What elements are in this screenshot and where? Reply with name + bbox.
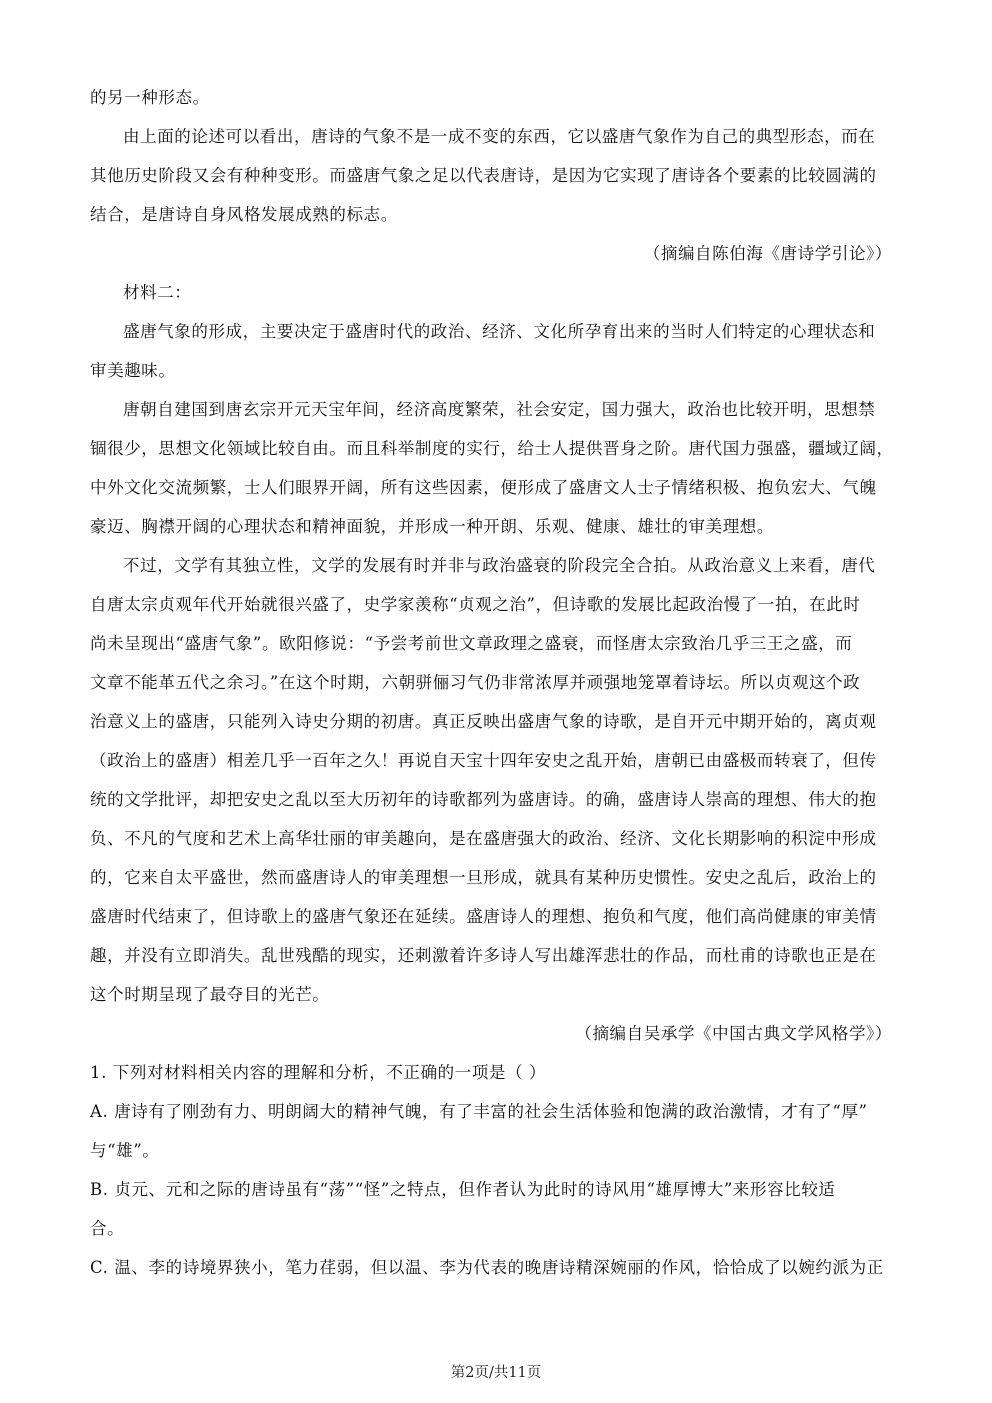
page-footer xyxy=(0,1361,992,1382)
text-line: 尚未呈现出“盛唐气象”。欧阳修说：“予尝考前世文章政理之盛衰，而怪唐太宗致治几乎三王之盛，而 xyxy=(90,634,853,653)
text-line: 盛唐气象的形成，主要决定于盛唐时代的政治、经济、文化所孕育出来的当时人们特定的心理状态和 xyxy=(123,322,876,341)
text-line: （政治上的盛唐）相差几乎一百年之久！再说自天宝十四年安史之乱开始，唐朝已由盛极而转衰了，但传 xyxy=(90,751,877,770)
text-line: 豪迈、胸襟开阔的心理状态和精神面貌，并形成一种开朗、乐观、健康、雄壮的审美理想。 xyxy=(90,517,774,536)
text-line: 由上面的论述可以看出，唐诗的气象不是一成不变的东西，它以盛唐气象作为自己的典型形态，而在 xyxy=(123,127,876,146)
text-line: 材料二： xyxy=(123,283,192,302)
text-line: 合。 xyxy=(90,1219,125,1238)
document-page xyxy=(90,78,902,1287)
text-line: 治意义上的盛唐，只能列入诗史分期的初唐。真正反映出盛唐气象的诗歌，是自开元中期开始的，离贞观 xyxy=(90,712,877,731)
text-line: B. 贞元、元和之际的唐诗虽有“荡”“怪”之特点，但作者认为此时的诗风用“雄厚博大”来形容比较适 xyxy=(90,1180,836,1199)
source-citation: （摘编自吴承学《中国古典文学风格学》） xyxy=(575,1024,892,1043)
text-line: C. 温、李的诗境界狭小，笔力荏弱，但以温、李为代表的晚唐诗精深婉丽的作风，恰恰成了以婉约派为正 xyxy=(90,1258,884,1277)
text-line: 其他历史阶段又会有种种变形。而盛唐气象之足以代表唐诗，是因为它实现了唐诗各个要素的比较圆满的 xyxy=(90,166,877,185)
text-line: 趣，并没有立即消失。乱世残酷的现实，还刺激着许多诗人写出雄浑悲壮的作品，而杜甫的诗歌也正是在 xyxy=(90,946,877,965)
text-line: 这个时期呈现了最夺目的光芒。 xyxy=(90,985,330,1004)
text-line: 锢很少，思想文化领域比较自由。而且科举制度的实行，给士人提供晋身之阶。唐代国力强盛，疆域辽阔， xyxy=(90,439,894,458)
text-line: 的另一种形态。 xyxy=(90,88,210,107)
text-line: 与“雄”。 xyxy=(90,1141,160,1160)
text-line: 的，它来自太平盛世，然而盛唐诗人的审美理想一旦形成，就具有某种历史惯性。安史之乱后，政治上的 xyxy=(90,868,877,887)
text-line: 盛唐时代结束了，但诗歌上的盛唐气象还在延续。盛唐诗人的理想、抱负和气度，他们高尚健康的审美情 xyxy=(90,907,877,926)
source-citation: （摘编自陈伯海《唐诗学引论》） xyxy=(643,244,892,263)
text-line: 审美趣味。 xyxy=(90,361,176,380)
text-line: 不过，文学有其独立性，文学的发展有时并非与政治盛衰的阶段完全合拍。从政治意义上来看，唐代 xyxy=(123,556,876,575)
text-line: 负、不凡的气度和艺术上高华壮丽的审美趣向，是在盛唐强大的政治、经济、文化长期影响的积淀中形成 xyxy=(90,829,877,848)
text-line: 文章不能革五代之余习。”在这个时期，六朝骈俪习气仍非常浓厚并顽强地笼罩着诗坛。所以贞观这个政 xyxy=(90,673,861,692)
text-line: 统的文学批评，却把安史之乱以至大历初年的诗歌都列为盛唐诗。的确，盛唐诗人崇高的理想、伟大的抱 xyxy=(90,790,877,809)
text-line: 1. 下列对材料相关内容的理解和分析，不正确的一项是（ ） xyxy=(90,1063,547,1082)
text-line: 中外文化交流频繁，士人们眼界开阔，所有这些因素，便形成了盛唐文人士子情绪积极、抱负宏大、气魄 xyxy=(90,478,877,497)
text-line: 结合，是唐诗自身风格发展成熟的标志。 xyxy=(90,205,398,224)
text-line: 唐朝自建国到唐玄宗开元天宝年间，经济高度繁荣，社会安定，国力强大，政治也比较开明，思想禁 xyxy=(123,400,876,419)
text-line: 自唐太宗贞观年代开始就很兴盛了，史学家羡称“贞观之治”，但诗歌的发展比起政治慢了一拍，在此时 xyxy=(90,595,861,614)
page-number-label: 第2页/共11页 xyxy=(450,1365,542,1381)
text-line: A. 唐诗有了刚劲有力、明朗阔大的精神气魄，有了丰富的社会生活体验和饱满的政治激情，才有了“厚” xyxy=(90,1102,868,1121)
